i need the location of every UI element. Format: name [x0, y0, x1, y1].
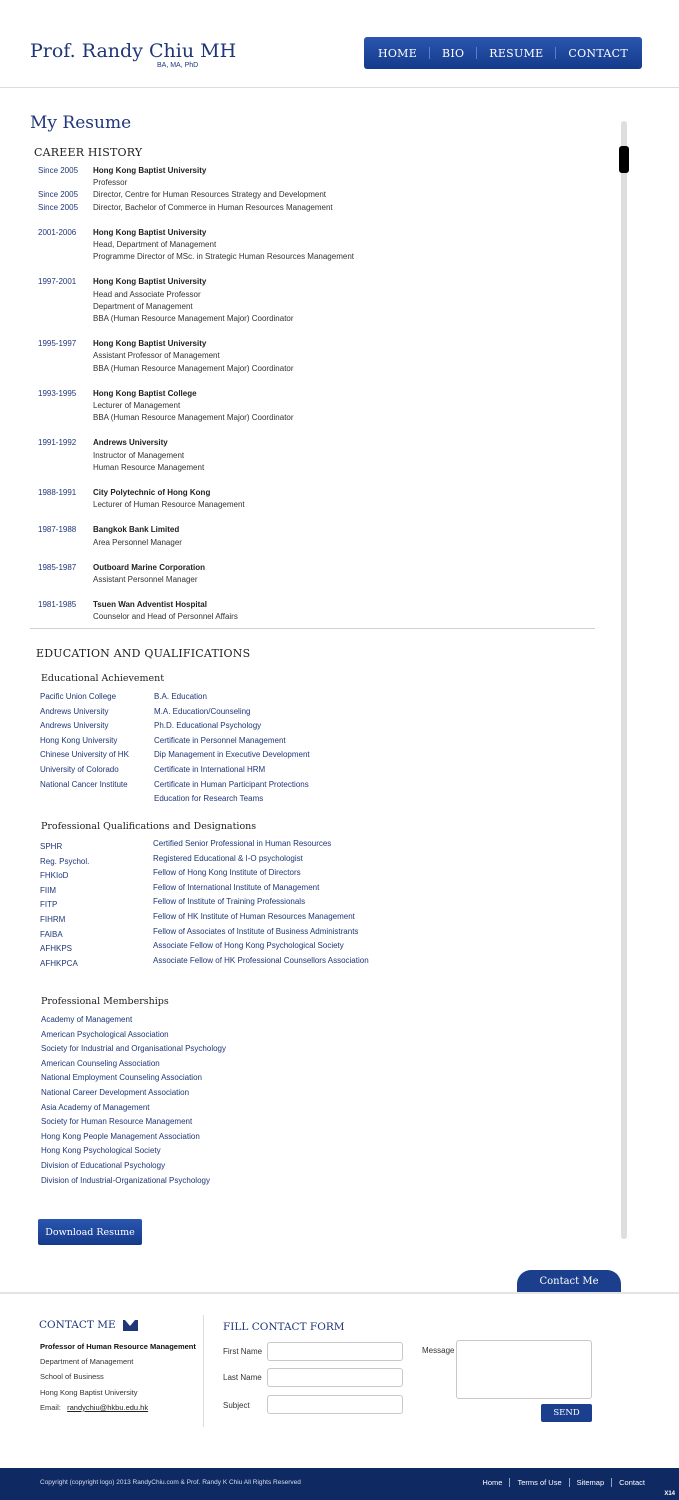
education-table	[40, 690, 354, 807]
copyright: Copyright (copyright logo) 2013 RandyChiu.com & Prof. Randy K Chiu All Rights Reserved	[40, 1479, 301, 1486]
career-period-line: 1987-1988	[38, 525, 77, 535]
scrollbar-thumb[interactable]	[619, 146, 629, 173]
institution-item[interactable]: Pacific Union College	[40, 692, 117, 701]
career-heading: CAREER HISTORY	[34, 146, 143, 159]
career-period	[38, 599, 93, 623]
career-period-line: 1985-1987	[38, 562, 77, 572]
membership-item[interactable]: Society for Human Resource Management	[41, 1117, 193, 1127]
career-role: Human Resource Management	[93, 462, 205, 472]
footer-links	[482, 1478, 645, 1487]
career-organization: Tsuen Wan Adventist Hospital	[93, 600, 207, 610]
qualification-abbr[interactable]: Reg. Psychol.	[40, 856, 90, 866]
career-period	[38, 276, 93, 325]
email-label: Email:	[40, 1402, 61, 1412]
career-role: BBA (Human Resource Management Major) Coordinator	[93, 413, 294, 423]
career-details	[93, 388, 598, 425]
career-details	[93, 437, 598, 474]
qualification-name[interactable]: Associate Fellow of Hong Kong Psychological Society	[153, 941, 344, 951]
nav-separator	[476, 47, 477, 59]
footer-link-terms[interactable]: Terms of Use	[517, 1478, 562, 1487]
career-period-line: Since 2005	[38, 190, 79, 200]
site-header	[0, 0, 679, 88]
contact-me-label: CONTACT ME	[39, 1319, 116, 1331]
career-entry	[38, 388, 598, 425]
qualification-abbr[interactable]: FIHRM	[40, 914, 66, 924]
career-role: Head, Department of Management	[93, 240, 217, 250]
career-organization: Hong Kong Baptist University	[93, 277, 207, 287]
career-role: Programme Director of MSc. in Strategic Human Resources Management	[93, 252, 354, 262]
career-role: Assistant Professor of Management	[93, 351, 220, 361]
career-details	[93, 599, 598, 623]
degree-item[interactable]: Certificate in International HRM	[154, 764, 266, 774]
institution-item[interactable]: Andrews University	[40, 721, 109, 731]
career-role: Lecturer of Human Resource Management	[93, 500, 245, 510]
career-details	[93, 276, 598, 325]
career-period	[38, 437, 93, 474]
nav-separator	[555, 47, 556, 59]
contact-email-row	[40, 1400, 196, 1415]
career-period-line: Since 2005	[38, 202, 79, 212]
career-role: Counselor and Head of Personnel Affairs	[93, 612, 238, 622]
career-details	[93, 165, 598, 214]
footer-link-contact[interactable]: Contact	[619, 1478, 645, 1487]
qualification-name[interactable]: Associate Fellow of HK Professional Counsellors Association	[153, 955, 369, 965]
career-details	[93, 487, 598, 511]
career-period	[38, 562, 93, 586]
site-name[interactable]: Prof. Randy Chiu MH	[30, 40, 237, 62]
career-period	[38, 227, 93, 264]
memberships-heading: Professional Memberships	[41, 996, 169, 1007]
institution-item[interactable]: University of Colorado	[40, 764, 119, 774]
career-entry	[38, 276, 598, 325]
membership-item[interactable]: Division of Educational Psychology	[41, 1160, 166, 1170]
institution-item[interactable]: Hong Kong University	[40, 735, 118, 745]
qualification-name[interactable]: Registered Educational & I-O psychologist	[153, 853, 303, 863]
contact-form-heading: FILL CONTACT FORM	[223, 1321, 345, 1333]
career-organization: Hong Kong Baptist College	[93, 388, 197, 398]
career-organization: City Polytechnic of Hong Kong	[93, 488, 211, 498]
degree-item[interactable]: Certificate in Personnel Management	[154, 735, 286, 745]
qualification-abbr[interactable]: FITP	[40, 900, 58, 910]
last-name-input[interactable]	[267, 1368, 403, 1387]
career-period	[38, 338, 93, 375]
career-role: Instructor of Management	[93, 450, 185, 460]
membership-item[interactable]: Academy of Management	[41, 1015, 133, 1024]
career-period-line: 1988-1991	[38, 488, 77, 498]
membership-item[interactable]: Division of Industrial-Organizational Psychology	[41, 1175, 210, 1185]
nav-resume[interactable]: RESUME	[489, 46, 544, 60]
career-list	[38, 165, 598, 637]
career-organization: Outboard Marine Corporation	[93, 562, 205, 572]
footer-separator	[569, 1478, 570, 1487]
download-resume-button[interactable]: Download Resume	[38, 1219, 142, 1245]
message-label: Message	[422, 1346, 455, 1355]
career-entry	[38, 487, 598, 511]
last-name-label: Last Name	[223, 1373, 262, 1382]
nav-separator	[429, 47, 430, 59]
contact-me-heading	[39, 1319, 138, 1331]
contact-line: Department of Management	[40, 1357, 134, 1367]
send-button[interactable]: SEND	[541, 1404, 592, 1422]
qualifications-table	[40, 837, 383, 971]
email-link[interactable]: randychiu@hkbu.edu.hk	[67, 1402, 149, 1412]
membership-item[interactable]: Hong Kong Psychological Society	[41, 1146, 161, 1156]
career-details	[93, 227, 598, 264]
education-heading: EDUCATION AND QUALIFICATIONS	[36, 647, 251, 660]
career-organization: Andrews University	[93, 438, 168, 448]
footer-separator	[509, 1478, 510, 1487]
contact-info	[40, 1339, 196, 1415]
nav-bio[interactable]: BIO	[441, 46, 465, 60]
qualification-abbr[interactable]: FHKIoD	[40, 871, 69, 881]
nav-contact[interactable]: CONTACT	[568, 46, 628, 60]
career-entry	[38, 165, 598, 214]
footer-separator	[611, 1478, 612, 1487]
career-role: Department of Management	[93, 301, 193, 311]
career-role: Director, Bachelor of Commerce in Human Resources Management	[93, 202, 333, 212]
career-role: Head and Associate Professor	[93, 289, 201, 299]
educational-achievement-heading: Educational Achievement	[41, 673, 165, 684]
qualification-abbr[interactable]: FAIBA	[40, 929, 63, 939]
footer-link-home[interactable]: Home	[482, 1478, 503, 1487]
career-role: Area Personnel Manager	[93, 537, 182, 547]
corner-badge: X14	[664, 1491, 675, 1497]
subject-label: Subject	[223, 1401, 250, 1410]
envelope-icon	[123, 1320, 138, 1331]
institution-column	[40, 690, 154, 807]
page-title: My Resume	[30, 113, 132, 133]
institution-item[interactable]: National Cancer Institute	[40, 779, 128, 789]
career-period-line: 1993-1995	[38, 388, 77, 398]
qualification-abbr[interactable]: SPHR	[40, 842, 63, 851]
qualification-name[interactable]: Fellow of Institute of Training Professionals	[153, 897, 306, 907]
contact-divider	[203, 1315, 204, 1427]
qualification-name[interactable]: Fellow of Associates of Institute of Business Administrants	[153, 926, 359, 936]
membership-item[interactable]: Society for Industrial and Organisational Psychology	[41, 1044, 226, 1054]
career-role: Lecturer of Management	[93, 401, 181, 411]
contact-line: Hong Kong Baptist University	[40, 1387, 138, 1397]
qualification-abbr[interactable]: FIIM	[40, 885, 56, 895]
career-period-line: Since 2005	[38, 166, 79, 175]
membership-item[interactable]: American Psychological Association	[41, 1029, 169, 1039]
career-entry	[38, 227, 598, 264]
degree-item[interactable]: M.A. Education/Counseling	[154, 706, 251, 716]
qualifications-heading: Professional Qualifications and Designations	[41, 821, 257, 832]
career-entry	[38, 338, 598, 375]
memberships-list	[41, 1013, 226, 1188]
membership-item[interactable]: National Employment Counseling Association	[41, 1073, 202, 1083]
contact-line: School of Business	[40, 1372, 104, 1382]
qualification-name[interactable]: Fellow of HK Institute of Human Resources Management	[153, 911, 355, 921]
qualification-abbr[interactable]: AFHKPCA	[40, 958, 78, 968]
career-organization: Hong Kong Baptist University	[93, 166, 207, 175]
qualification-full-column	[153, 837, 383, 971]
degree-item[interactable]: Dip Management in Executive Development	[154, 750, 310, 760]
career-role: Assistant Personnel Manager	[93, 575, 198, 585]
membership-item[interactable]: American Counseling Association	[41, 1058, 160, 1068]
career-period-line: 1981-1985	[38, 600, 77, 610]
career-organization: Hong Kong Baptist University	[93, 339, 207, 349]
career-entry	[38, 599, 598, 623]
career-entry	[38, 562, 598, 586]
main-nav	[364, 37, 642, 69]
site-degrees: BA, MA, PhD	[157, 62, 199, 69]
contact-title: Professor of Human Resource Management	[40, 1342, 196, 1351]
career-period	[38, 388, 93, 425]
career-period-line: 1997-2001	[38, 277, 77, 287]
career-organization: Hong Kong Baptist University	[93, 227, 207, 237]
career-period-line: 1995-1997	[38, 339, 77, 349]
career-period-line	[38, 177, 93, 189]
career-entry	[38, 524, 598, 548]
footer-link-sitemap[interactable]: Sitemap	[576, 1478, 605, 1487]
message-textarea[interactable]	[456, 1340, 592, 1399]
career-role: BBA (Human Resource Management Major) Coordinator	[93, 363, 294, 373]
subject-input[interactable]	[267, 1395, 403, 1414]
degree-item[interactable]: Ph.D. Educational Psychology	[154, 721, 262, 731]
career-details	[93, 524, 598, 548]
scrollbar-track[interactable]	[621, 121, 627, 1239]
career-details	[93, 562, 598, 586]
qualification-name[interactable]: Certified Senior Professional in Human Resources	[153, 839, 332, 848]
degree-item[interactable]: B.A. Education	[154, 692, 207, 701]
career-period-line: 1991-1992	[38, 438, 77, 448]
membership-item[interactable]: Hong Kong People Management Association	[41, 1131, 200, 1141]
career-role: Director, Centre for Human Resources Strategy and Development	[93, 190, 326, 200]
membership-item[interactable]: National Career Development Association	[41, 1087, 190, 1097]
career-role: Professor	[93, 178, 128, 188]
qualification-name[interactable]: Fellow of Hong Kong Institute of Directors	[153, 868, 301, 878]
divider	[30, 628, 595, 629]
career-period	[38, 487, 93, 511]
institution-item[interactable]: Andrews University	[40, 706, 109, 716]
degree-item[interactable]: Certificate in Human Participant Protections	[154, 779, 309, 789]
first-name-label: First Name	[223, 1347, 263, 1356]
career-entry	[38, 437, 598, 474]
membership-item[interactable]: Asia Academy of Management	[41, 1102, 150, 1112]
institution-item[interactable]: Chinese University of HK	[40, 750, 129, 760]
qualification-abbr[interactable]: AFHKPS	[40, 944, 73, 954]
career-details	[93, 338, 598, 375]
career-organization: Bangkok Bank Limited	[93, 525, 180, 535]
career-role: BBA (Human Resource Management Major) Coordinator	[93, 314, 294, 324]
career-period-line: 2001-2006	[38, 227, 77, 237]
career-period	[38, 165, 93, 214]
qualification-name[interactable]: Fellow of International Institute of Management	[153, 882, 320, 892]
first-name-input[interactable]	[267, 1342, 403, 1361]
contact-me-tab[interactable]: Contact Me	[517, 1270, 621, 1292]
qualification-abbr-column	[40, 837, 153, 971]
degree-item[interactable]: Education for Research Teams	[154, 794, 264, 804]
career-period	[38, 524, 93, 548]
degree-column	[154, 690, 354, 807]
nav-home[interactable]: HOME	[377, 46, 418, 60]
